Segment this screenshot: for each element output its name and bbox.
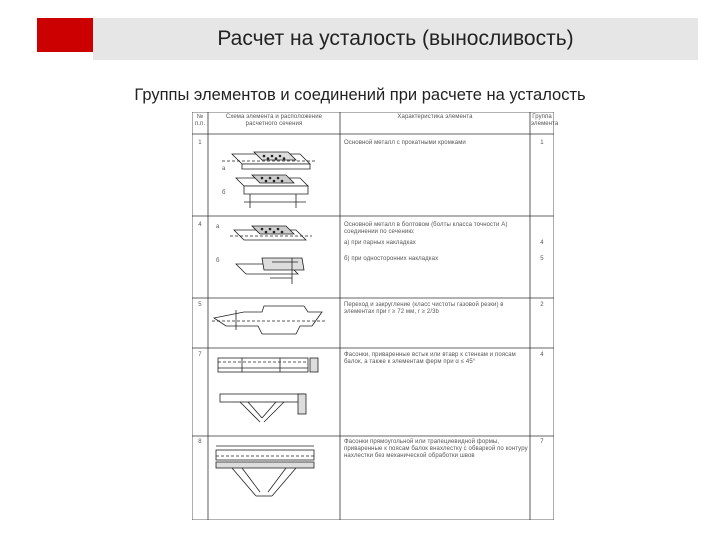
row-1-figure-label-a: а (222, 166, 226, 172)
plate-transition-figure (212, 306, 326, 334)
title-accent-strip (37, 52, 93, 60)
row-3-group: 2 (540, 302, 544, 308)
row-2-case-a: а) при парных накладках (344, 240, 416, 246)
row-1-figure-label-b: б (222, 190, 226, 196)
row-2-group-a: 4 (540, 240, 544, 246)
row-2-figure-label-b: б (216, 258, 220, 264)
row-3-num: 5 (198, 302, 202, 308)
beam-gusset-figure-bottom (220, 394, 306, 422)
row-4-num: 7 (198, 352, 202, 358)
bolted-joint-figure-b (236, 258, 304, 284)
row-4-characteristic: Фасонки, приваренные встык или втавр к стенкам и поясам балок, а также к элементам ферм при α ≤ 45° (344, 352, 516, 365)
row-2-case-b: б) при односторонних накладках (344, 256, 439, 262)
row-3-characteristic: Переход и закругление (класс чистоты газовой резки) в элементах при r ≥ 72 мм, r ≥ 2/3b (344, 302, 504, 315)
row-5-num: 8 (198, 439, 202, 445)
row-2-num: 4 (198, 222, 202, 228)
plate-figure-a (222, 152, 316, 169)
header-group: Группа элемента (531, 114, 559, 127)
row-2-figure-label-a: а (216, 224, 220, 230)
fatigue-groups-table (192, 112, 559, 520)
beam-gusset-figure-top (218, 358, 318, 372)
row-1-characteristic: Основной металл с прокатными кромками (344, 140, 466, 146)
row-2-group-b: 5 (540, 256, 544, 262)
slide-title: Расчет на усталость (выносливость) (217, 27, 574, 50)
row-1-group: 1 (540, 140, 544, 146)
bolted-joint-figure-a (230, 226, 312, 240)
title-accent-block (37, 18, 93, 52)
slide-subtitle: Группы элементов и соединений при расчете на усталость (134, 86, 586, 104)
beam-trapezoid-gusset-figure (216, 446, 314, 496)
plate-figure-b (236, 175, 308, 208)
row-5-characteristic: Фасонки прямоугольной или трапециевидной формы, приваренные к поясам балок внахлестку с обваркой по контуру нахлестки без механической обработки швов (344, 439, 528, 459)
row-1-num: 1 (198, 140, 202, 146)
row-2-characteristic: Основной металл в болтовом (болты класса точности А) соединении по сечению: (344, 222, 508, 235)
row-5-group: 7 (540, 439, 544, 445)
header-characteristic: Характеристика элемента (397, 114, 473, 120)
header-num: № п.п. (194, 114, 206, 127)
header-scheme: Схема элемента и расположение расчетного сечения (225, 114, 323, 127)
row-4-group: 4 (540, 352, 544, 358)
